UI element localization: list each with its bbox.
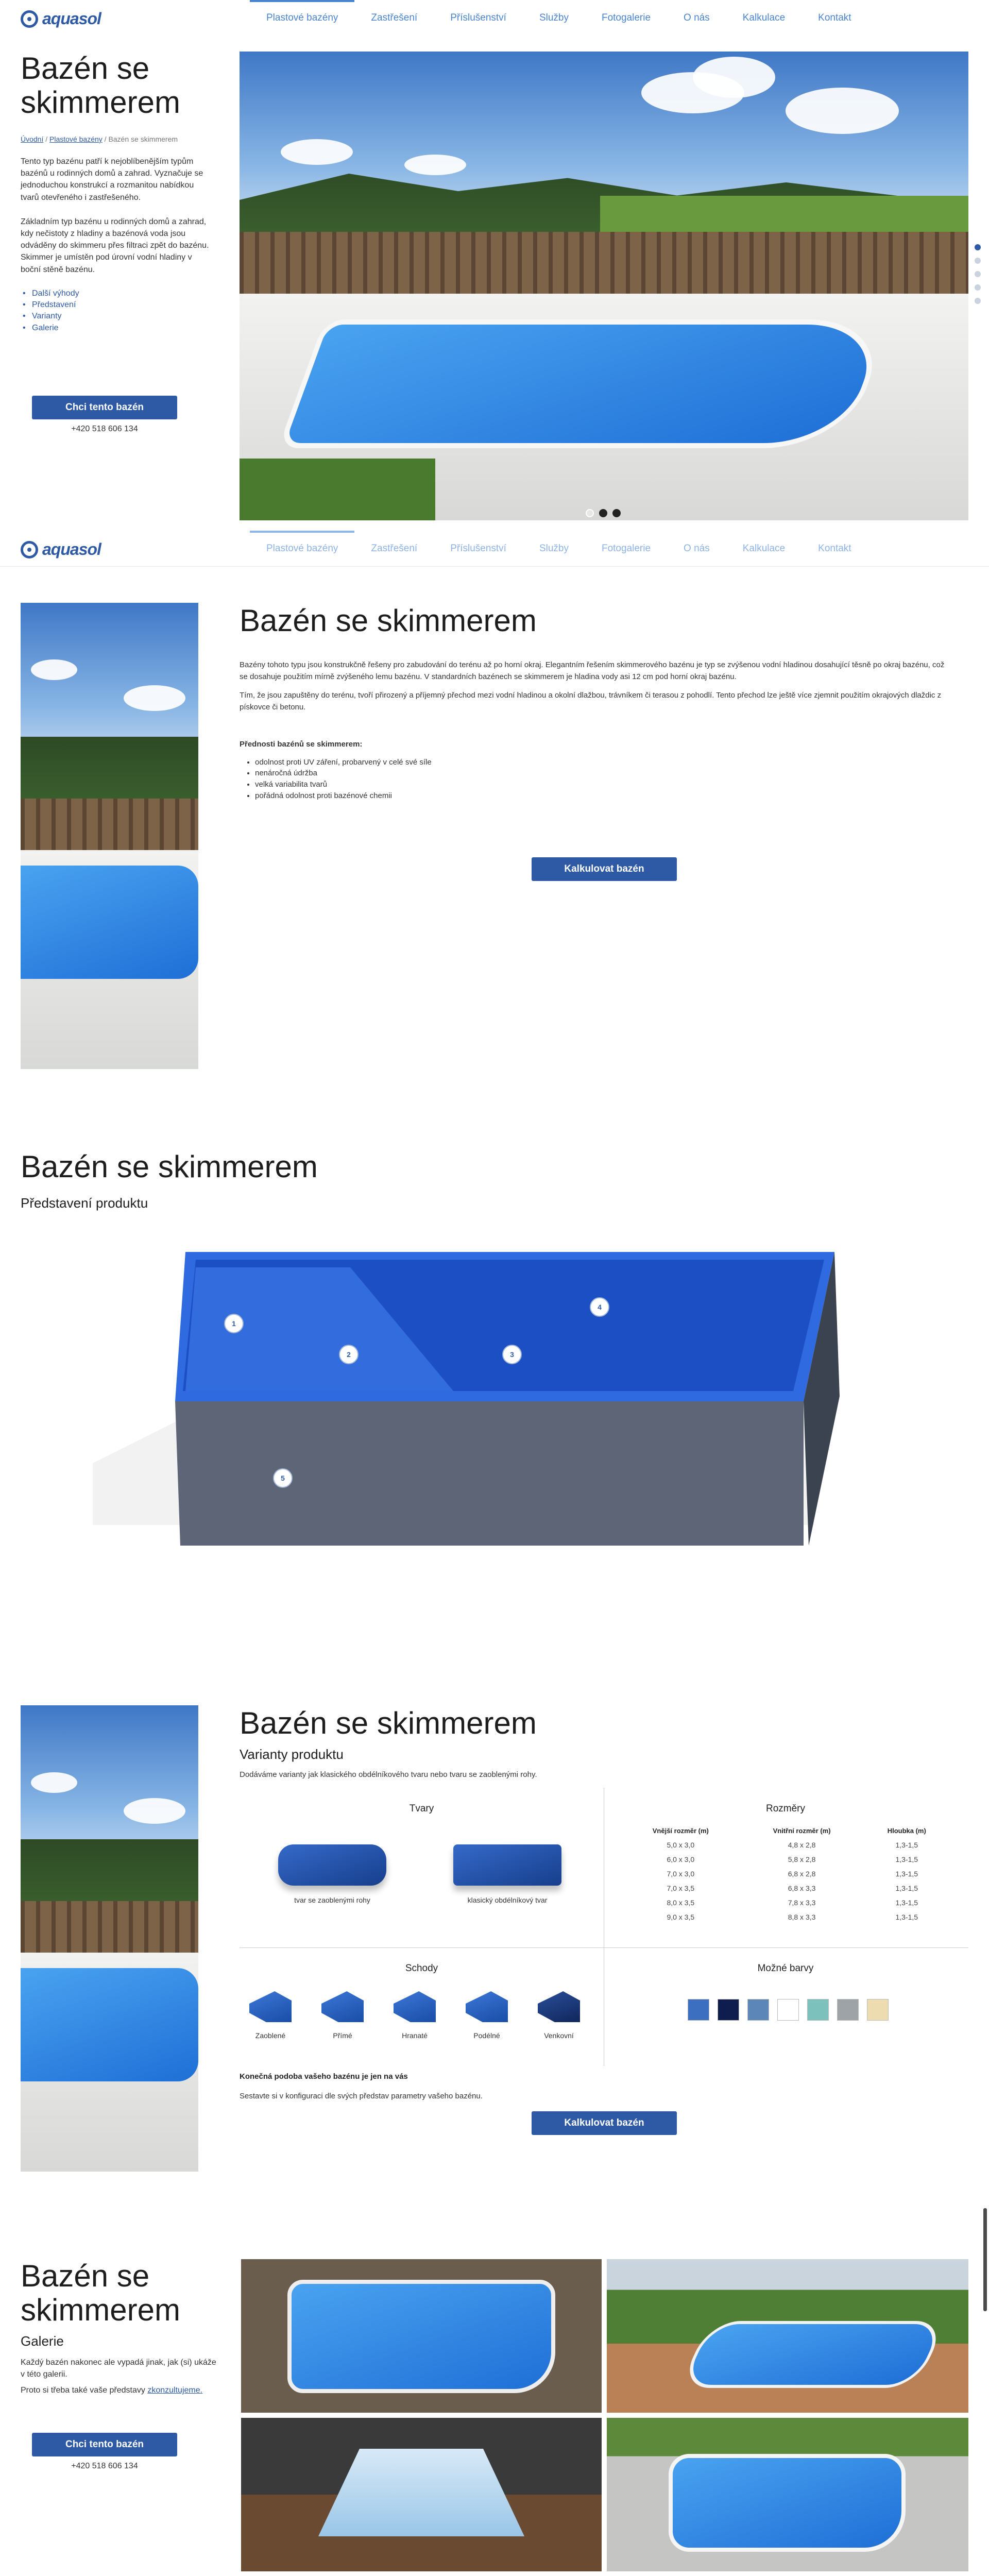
cell: 8,8 x 3,3 (788, 1913, 816, 1921)
table-row (621, 1867, 950, 1881)
dimensions-title: Rozměry (765, 1803, 805, 1814)
product-title: Bazén se skimmerem (21, 1149, 318, 1184)
nav-item-zastreseni[interactable]: Zastřešení (371, 12, 418, 23)
feature-item: • velká variabilita tvarů (255, 779, 945, 790)
nav-item-kalkulace[interactable]: Kalkulace (742, 12, 786, 23)
col-inner: Vnitřní rozměr (m) (773, 1827, 831, 1835)
anchor-links (21, 288, 211, 334)
stair-label: Venkovní (544, 2031, 574, 2040)
color-swatch[interactable] (718, 1999, 739, 2021)
phone-number: +420 518 606 134 (71, 425, 138, 434)
features-heading: Přednosti bazénů se skimmerem: (240, 740, 363, 749)
about-text (240, 659, 945, 802)
gallery-paragraph: Každý bazén nakonec ale vypadá jinak, jak (si) ukáže v této galerii. (21, 2358, 216, 2379)
nav-item-kontakt[interactable]: Kontakt (818, 543, 851, 554)
gallery-photo-2[interactable] (607, 2259, 968, 2413)
feature-item: • odolnost proti UV záření, probarvený v celé své síle (255, 757, 945, 768)
pool-3d-render (93, 1236, 865, 1546)
cell: 6,8 x 2,8 (788, 1870, 816, 1878)
stair-straight[interactable] (312, 1991, 373, 2040)
nav-item-sluzby[interactable]: Služby (539, 543, 569, 554)
feature-item: • pořádná odolnost proti bazénové chemii (255, 790, 945, 802)
sticky-nav (250, 531, 868, 567)
table-row (621, 1852, 950, 1867)
variants-photo (21, 1705, 198, 2172)
about-photo (21, 603, 198, 1069)
breadcrumb-sep: / (104, 135, 107, 143)
cell: 7,0 x 3,0 (667, 1870, 695, 1878)
anchor-link-dalsi-vyhody[interactable]: • Další výhody (21, 288, 211, 299)
section-dot-3[interactable] (975, 271, 981, 277)
table-row (621, 1910, 950, 1924)
features-list (255, 757, 945, 802)
scrollbar-thumb[interactable] (983, 2208, 987, 2311)
want-pool-button[interactable]: Chci tento bazén (32, 396, 177, 419)
breadcrumb-home[interactable]: Úvodní (21, 135, 44, 143)
nav-item-plastove-bazeny[interactable]: Plastové bazény (250, 0, 354, 36)
stair-outdoor[interactable] (528, 1991, 590, 2040)
dimensions-table (621, 1824, 950, 1924)
table-header-row (621, 1824, 950, 1838)
section-dot-4[interactable] (975, 284, 981, 291)
shape-rectangular-label: klasický obdélníkový tvar (467, 1896, 548, 1904)
colors-cell (621, 1963, 950, 1974)
gallery-intro (21, 2259, 221, 2471)
gallery-photo-4[interactable] (607, 2418, 968, 2571)
nav-item-prislusenstvi[interactable]: Příslušenství (450, 12, 506, 23)
shapes-title: Tvary (409, 1803, 434, 1814)
logo[interactable] (21, 540, 101, 559)
gallery-photo-3[interactable] (241, 2418, 602, 2571)
anchor-link-predstaveni[interactable]: • Představení (21, 299, 211, 311)
colors-title: Možné barvy (757, 1963, 814, 1974)
breadcrumb (21, 135, 211, 143)
table-row (621, 1895, 950, 1910)
nav-item-kontakt[interactable]: Kontakt (818, 12, 851, 23)
variants-grid (240, 1788, 968, 2076)
cell: 5,8 x 2,8 (788, 1855, 816, 1863)
cell: 5,0 x 3,0 (667, 1841, 695, 1849)
section-dot-2[interactable] (975, 258, 981, 264)
color-swatch[interactable] (777, 1999, 799, 2021)
color-swatch[interactable] (867, 1999, 889, 2021)
slider-dot-3[interactable] (612, 509, 621, 517)
stair-label: Přímé (333, 2031, 352, 2040)
logo-text: aquasol (42, 9, 101, 28)
nav-item-zastreseni[interactable]: Zastřešení (371, 543, 418, 554)
stair-label: Podélné (473, 2031, 500, 2040)
nav-item-o-nas[interactable]: O nás (684, 12, 710, 23)
stair-label: Hranaté (402, 2031, 428, 2040)
nav-item-sluzby[interactable]: Služby (539, 12, 569, 23)
sticky-navbar (0, 531, 989, 567)
page-title: Bazén se skimmerem (21, 51, 180, 120)
cell: 1,3-1,5 (895, 1913, 918, 1921)
cell: 1,3-1,5 (895, 1841, 918, 1849)
breadcrumb-category[interactable]: Plastové bazény (49, 135, 103, 143)
want-pool-button-2[interactable]: Chci tento bazén (32, 2433, 177, 2456)
shape-rounded[interactable] (260, 1844, 404, 1904)
dimensions-cell (621, 1803, 950, 1924)
stair-longitudinal[interactable] (456, 1991, 518, 2040)
product-subtitle: Představení produktu (21, 1195, 148, 1211)
table-row (621, 1838, 950, 1852)
cell: 6,0 x 3,0 (667, 1855, 695, 1863)
col-depth: Hloubka (m) (887, 1827, 926, 1835)
gallery-title: Bazén se skimmerem (21, 2259, 180, 2327)
main-nav (250, 0, 868, 36)
feature-item: • nenáročná údržba (255, 768, 945, 779)
table-row (621, 1881, 950, 1895)
cell: 4,8 x 2,8 (788, 1841, 816, 1849)
shapes-cell (240, 1803, 604, 1815)
section-dot-5[interactable] (975, 298, 981, 304)
phone-number-2: +420 518 606 134 (71, 2461, 138, 2470)
logo-icon (21, 541, 38, 558)
stair-angular[interactable] (384, 1991, 446, 2040)
color-swatch[interactable] (688, 1999, 709, 2021)
breadcrumb-current: Bazén se skimmerem (108, 135, 178, 143)
stair-label: Zaoblené (255, 2031, 286, 2040)
cell: 1,3-1,5 (895, 1855, 918, 1863)
hero-paragraph-1: Tento typ bazénu patří k nejoblíbenějším typům bazénů u rodinných domů a zahrad. Vyznačuje se jednoduchou konstrukcí a rozmanitou nabídkou tvarů otevřeného i zastřešeného. (21, 157, 203, 202)
gallery-subtitle: Galerie (21, 2333, 64, 2349)
final-text: Sestavte si v konfiguraci dle svých představ parametry vašeho bazénu. (240, 2092, 483, 2100)
color-swatch[interactable] (807, 1999, 829, 2021)
section-dot-1[interactable] (975, 244, 981, 250)
anchor-link-galerie[interactable]: • Galerie (21, 323, 211, 334)
stair-straight-icon (321, 1991, 364, 2022)
logo-icon (21, 10, 38, 28)
cell: 1,3-1,5 (895, 1899, 918, 1907)
cell: 1,3-1,5 (895, 1870, 918, 1878)
slider-dot-2[interactable] (599, 509, 607, 517)
nav-item-fotogalerie[interactable]: Fotogalerie (601, 12, 651, 23)
logo[interactable] (21, 9, 101, 28)
stair-rounded[interactable] (240, 1991, 301, 2040)
cell: 1,3-1,5 (895, 1884, 918, 1892)
hotspot-4[interactable]: 4 (590, 1297, 609, 1317)
nav-item-fotogalerie[interactable]: Fotogalerie (601, 543, 651, 554)
nav-item-prislusenstvi[interactable]: Příslušenství (450, 543, 506, 554)
section-nav-dots (975, 244, 981, 304)
gallery-photo-1[interactable] (241, 2259, 602, 2413)
cell: 9,0 x 3,5 (667, 1913, 695, 1921)
hero-paragraph-2: Základním typ bazénu u rodinných domů a zahrad, kdy nečistoty z hladiny a bazénová voda jsou odváděny do skimmeru přes filtraci zpět do bazénu. Skimmer je umístěn pod úrovní vodní hladiny v boční stěně bazénu. (21, 217, 209, 274)
color-swatch[interactable] (837, 1999, 859, 2021)
shape-rounded-label: tvar se zaoblenými rohy (294, 1896, 370, 1904)
variants-subtitle: Varianty produktu (240, 1747, 344, 1762)
slider-dot-1[interactable] (586, 509, 594, 517)
hero-photo (240, 52, 968, 520)
hotspot-1[interactable]: 1 (224, 1314, 244, 1333)
hotspot-2[interactable]: 2 (339, 1345, 359, 1364)
final-heading: Konečná podoba vašeho bazénu je jen na vás (240, 2072, 408, 2081)
stair-rounded-icon (249, 1991, 292, 2022)
nav-item-plastove-bazeny[interactable]: Plastové bazény (250, 531, 354, 567)
hotspot-3[interactable]: 3 (502, 1345, 522, 1364)
about-paragraph-2: Tím, že jsou zapuštěny do terénu, tvoří přirozený a příjemný přechod mezi vodní hladinou a okolní dlažbou, trávníkem či terasou z pohodlí. Tento přechod lze ještě více zjemnit použitím okrajových dlaždic z pískovce či betonu. (240, 691, 942, 711)
logo-text: aquasol (42, 540, 101, 558)
anchor-link-varianty[interactable]: • Varianty (21, 311, 211, 322)
cell: 6,8 x 3,3 (788, 1884, 816, 1892)
stair-longitudinal-icon (466, 1991, 508, 2022)
about-title: Bazén se skimmerem (240, 603, 537, 638)
calculate-pool-button[interactable]: Kalkulovat bazén (532, 857, 677, 881)
hero-text (21, 52, 211, 434)
cell: 7,8 x 3,3 (788, 1899, 816, 1907)
hotspot-5[interactable]: 5 (273, 1468, 293, 1488)
shape-rectangular[interactable] (435, 1844, 579, 1904)
color-swatch[interactable] (747, 1999, 769, 2021)
about-paragraph-1: Bazény tohoto typu jsou konstrukčně řešeny pro zabudování do terénu až po horní okraj. Elegantním řešením skimmerového bazénu je typ se zvýšenou vodní hladinou dosahující těsně po okraj bazénu, což se dosahuje použitím mírně zvýšeného lemu bazénu. V standardních bazénech se skimmerem je hladina vody asi 12 cm pod horní okraj bazénu. (240, 660, 945, 681)
rectangular-pool-icon (453, 1844, 561, 1886)
col-outer: Vnější rozměr (m) (652, 1827, 709, 1835)
stair-angular-icon (394, 1991, 436, 2022)
variants-title: Bazén se skimmerem (240, 1706, 537, 1740)
stair-outdoor-icon (538, 1991, 580, 2022)
rounded-pool-icon (278, 1844, 386, 1886)
breadcrumb-sep: / (45, 135, 48, 143)
nav-item-kalkulace[interactable]: Kalkulace (742, 543, 786, 554)
variants-intro: Dodáváme varianty jak klasického obdélníkového tvaru nebo tvaru se zaoblenými rohy. (240, 1770, 537, 1779)
stairs-cell (240, 1963, 604, 1974)
cell: 7,0 x 3,5 (667, 1884, 695, 1892)
cell: 8,0 x 3,5 (667, 1899, 695, 1907)
consult-link[interactable]: zkonzultujeme. (147, 2386, 203, 2395)
top-navbar (0, 0, 989, 36)
calculate-pool-button-2[interactable]: Kalkulovat bazén (532, 2111, 677, 2135)
hero-slider-dots (586, 509, 621, 517)
gallery-paragraph-2: Proto si třeba také vaše představy (21, 2386, 145, 2395)
stairs-title: Schody (405, 1963, 438, 1974)
nav-item-o-nas[interactable]: O nás (684, 543, 710, 554)
